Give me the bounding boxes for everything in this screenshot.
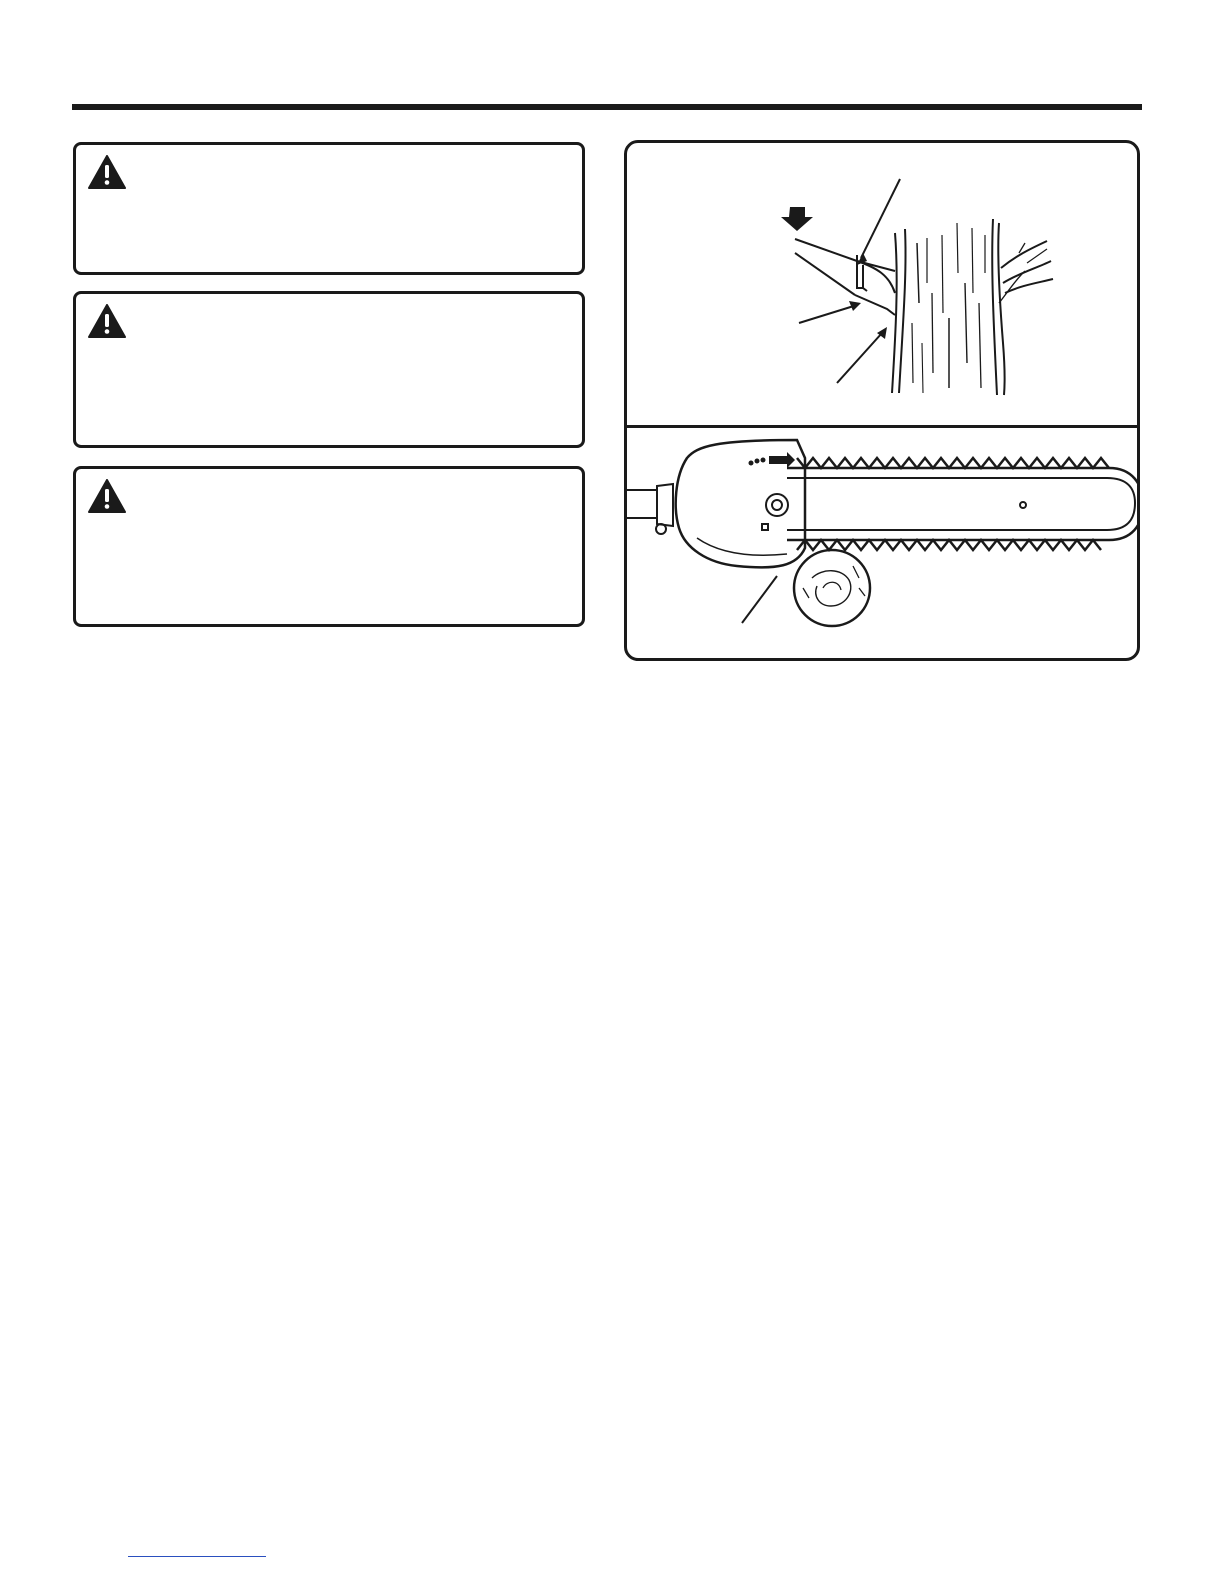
- warning-triangle-icon: [88, 479, 126, 513]
- warning-box-1: [73, 142, 585, 275]
- pole-saw-chain-bar-illustration: [627, 428, 1137, 661]
- warning-box-3: [73, 466, 585, 627]
- figure-panel: [624, 140, 1140, 661]
- warning-triangle-icon: [88, 304, 126, 338]
- warning-box-2: [73, 291, 585, 448]
- warning-triangle-icon: [88, 155, 126, 189]
- footer-link-underline[interactable]: [128, 1556, 266, 1557]
- tree-limb-cut-illustration: [627, 143, 1137, 425]
- header-rule: [72, 104, 1142, 110]
